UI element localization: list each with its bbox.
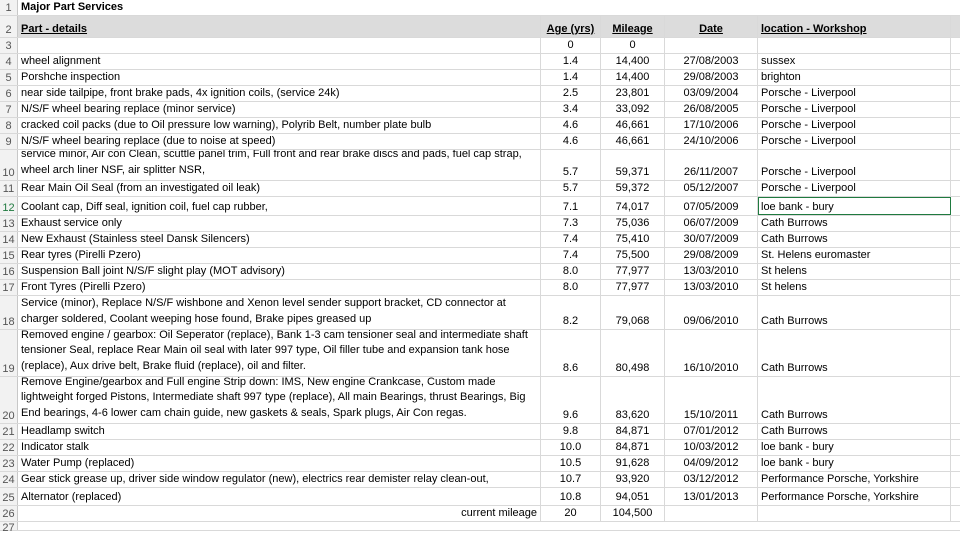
age-cell[interactable]: 7.1 bbox=[541, 197, 601, 215]
date-cell[interactable]: 05/12/2007 bbox=[665, 181, 758, 196]
date-cell[interactable]: 27/08/2003 bbox=[665, 54, 758, 69]
row-number[interactable]: 8 bbox=[0, 118, 18, 133]
age-cell[interactable]: 7.4 bbox=[541, 248, 601, 263]
location-cell[interactable]: Porsche - Liverpool bbox=[758, 181, 951, 196]
row-number[interactable]: 22 bbox=[0, 440, 18, 455]
row-number[interactable]: 23 bbox=[0, 456, 18, 471]
location-cell[interactable]: loe bank - bury bbox=[758, 197, 951, 215]
table-row bbox=[0, 232, 960, 248]
location-cell[interactable]: Porsche - Liverpool bbox=[758, 102, 951, 117]
header-part[interactable]: Part - details bbox=[18, 16, 541, 37]
age-cell[interactable]: 1.4 bbox=[541, 54, 601, 69]
sheet-row bbox=[0, 0, 960, 16]
row-number[interactable]: 12 bbox=[0, 197, 18, 215]
mileage-cell[interactable]: 46,661 bbox=[601, 118, 665, 133]
location-cell[interactable]: Cath Burrows bbox=[758, 330, 951, 376]
mileage-cell[interactable]: 77,977 bbox=[601, 280, 665, 295]
part-cell[interactable]: Front Tyres (Pirelli Pzero) bbox=[18, 280, 541, 295]
table-row bbox=[0, 488, 960, 506]
row-number[interactable]: 5 bbox=[0, 70, 18, 85]
part-cell[interactable]: Exhaust service only bbox=[18, 216, 541, 231]
location-cell[interactable]: St. Helens euromaster bbox=[758, 248, 951, 263]
row-number[interactable]: 10 bbox=[0, 150, 18, 180]
age-cell[interactable]: 3.4 bbox=[541, 102, 601, 117]
table-row bbox=[0, 264, 960, 280]
row-number[interactable]: 11 bbox=[0, 181, 18, 196]
part-cell[interactable]: Remove Engine/gearbox and Full engine Strip down: IMS, New engine Crankcase, Custom made lightweight forged Pistons, Intermediate shaft 997 type (replace), All main Bearings, thrust Bearings, Big End bearings, 4-6 lower cam chain guide, new gaskets & seals, Spark plugs, Air Con regas. bbox=[18, 377, 541, 423]
table-row bbox=[0, 472, 960, 488]
table-row bbox=[0, 377, 960, 424]
date-cell[interactable]: 03/12/2012 bbox=[665, 472, 758, 487]
table-row bbox=[0, 296, 960, 330]
location-cell[interactable]: Performance Porsche, Yorkshire bbox=[758, 472, 951, 487]
date-cell[interactable]: 24/10/2006 bbox=[665, 134, 758, 149]
age-cell[interactable]: 0 bbox=[541, 38, 601, 53]
date-cell[interactable]: 26/11/2007 bbox=[665, 150, 758, 180]
part-cell[interactable]: cracked coil packs (due to Oil pressure low warning), Polyrib Belt, number plate bulb bbox=[18, 118, 541, 133]
row-number[interactable]: 6 bbox=[0, 86, 18, 101]
row-number[interactable]: 15 bbox=[0, 248, 18, 263]
part-cell[interactable] bbox=[18, 38, 541, 53]
mileage-cell[interactable]: 93,920 bbox=[601, 472, 665, 487]
row-number[interactable]: 3 bbox=[0, 38, 18, 53]
current-mileage-label[interactable]: current mileage bbox=[18, 506, 541, 521]
age-cell[interactable]: 8.6 bbox=[541, 330, 601, 376]
age-cell[interactable]: 10.0 bbox=[541, 440, 601, 455]
age-cell[interactable]: 10.8 bbox=[541, 488, 601, 505]
mileage-cell[interactable]: 94,051 bbox=[601, 488, 665, 505]
location-cell[interactable]: St helens bbox=[758, 264, 951, 279]
part-cell[interactable]: Coolant cap, Diff seal, ignition coil, fuel cap rubber, bbox=[18, 197, 541, 215]
location-cell[interactable]: Cath Burrows bbox=[758, 296, 951, 329]
mileage-cell[interactable]: 59,372 bbox=[601, 181, 665, 196]
location-cell[interactable]: Cath Burrows bbox=[758, 216, 951, 231]
mileage-cell[interactable]: 80,498 bbox=[601, 330, 665, 376]
row-number[interactable]: 18 bbox=[0, 296, 18, 329]
date-cell[interactable] bbox=[665, 506, 758, 521]
sheet-row bbox=[0, 38, 960, 54]
row-number[interactable]: 1 bbox=[0, 0, 18, 15]
part-cell[interactable]: Alternator (replaced) bbox=[18, 488, 541, 505]
table-row bbox=[0, 440, 960, 456]
location-cell[interactable] bbox=[758, 506, 951, 521]
age-cell[interactable]: 8.0 bbox=[541, 280, 601, 295]
location-cell[interactable]: Cath Burrows bbox=[758, 424, 951, 439]
row-number[interactable]: 27 bbox=[0, 522, 18, 530]
part-cell[interactable]: wheel alignment bbox=[18, 54, 541, 69]
part-cell[interactable]: Removed engine / gearbox: Oil Seperator (replace), Bank 1-3 cam tensioner seal and intermediate shaft tensioner Seal, replace Rear Main oil seal with later 997 type, Oil filler tube and expansion tank hose (replace), Aux drive belt, Brake fluid (replace), oil and filter. bbox=[18, 330, 541, 376]
age-cell[interactable]: 4.6 bbox=[541, 118, 601, 133]
mileage-cell[interactable]: 0 bbox=[601, 38, 665, 53]
header-age[interactable]: Age (yrs) bbox=[541, 16, 601, 37]
row-number[interactable]: 13 bbox=[0, 216, 18, 231]
table-row bbox=[0, 134, 960, 150]
age-cell[interactable]: 5.7 bbox=[541, 150, 601, 180]
location-cell[interactable]: sussex bbox=[758, 54, 951, 69]
age-cell[interactable]: 10.5 bbox=[541, 456, 601, 471]
row-number[interactable]: 14 bbox=[0, 232, 18, 247]
part-cell[interactable]: Suspension Ball joint N/S/F slight play (MOT advisory) bbox=[18, 264, 541, 279]
mileage-cell[interactable]: 59,371 bbox=[601, 150, 665, 180]
age-cell[interactable]: 8.2 bbox=[541, 296, 601, 329]
location-cell[interactable]: loe bank - bury bbox=[758, 456, 951, 471]
location-cell[interactable] bbox=[758, 38, 951, 53]
age-cell[interactable]: 2.5 bbox=[541, 86, 601, 101]
date-cell[interactable]: 16/10/2010 bbox=[665, 330, 758, 376]
row-number[interactable]: 2 bbox=[0, 16, 18, 37]
mileage-cell[interactable]: 74,017 bbox=[601, 197, 665, 215]
part-cell[interactable]: Service (minor), Replace N/S/F wishbone and Xenon level sender support bracket, CD connector at charger soldered, Coolant weeping hose found, Brake pipes greased up bbox=[18, 296, 541, 329]
row-number[interactable]: 7 bbox=[0, 102, 18, 117]
location-cell[interactable]: Porsche - Liverpool bbox=[758, 134, 951, 149]
row-number[interactable]: 20 bbox=[0, 377, 18, 423]
mileage-cell[interactable]: 75,036 bbox=[601, 216, 665, 231]
part-cell[interactable]: N/S/F wheel bearing replace (due to noise at speed) bbox=[18, 134, 541, 149]
date-cell[interactable]: 10/03/2012 bbox=[665, 440, 758, 455]
date-cell[interactable]: 30/07/2009 bbox=[665, 232, 758, 247]
age-cell[interactable]: 8.0 bbox=[541, 264, 601, 279]
part-cell[interactable]: service minor, Air con Clean, scuttle panel trim, Full front and rear brake discs and pads, fuel cap strap, wheel arch liner NSF, air splitter NSR, bbox=[18, 150, 541, 180]
mileage-cell[interactable]: 91,628 bbox=[601, 456, 665, 471]
location-cell[interactable]: Cath Burrows bbox=[758, 232, 951, 247]
age-cell[interactable]: 9.8 bbox=[541, 424, 601, 439]
mileage-cell[interactable]: 23,801 bbox=[601, 86, 665, 101]
table-row bbox=[0, 54, 960, 70]
table-row bbox=[0, 424, 960, 440]
part-cell[interactable]: Water Pump (replaced) bbox=[18, 456, 541, 471]
sheet-title[interactable]: Major Part Services bbox=[21, 1, 124, 13]
part-cell[interactable]: New Exhaust (Stainless steel Dansk Silencers) bbox=[18, 232, 541, 247]
mileage-cell[interactable]: 46,661 bbox=[601, 134, 665, 149]
age-cell[interactable]: 10.7 bbox=[541, 472, 601, 487]
age-cell[interactable]: 4.6 bbox=[541, 134, 601, 149]
date-cell[interactable]: 06/07/2009 bbox=[665, 216, 758, 231]
date-cell[interactable]: 13/03/2010 bbox=[665, 280, 758, 295]
mileage-cell[interactable]: 33,092 bbox=[601, 102, 665, 117]
part-cell[interactable]: Indicator stalk bbox=[18, 440, 541, 455]
header-date[interactable]: Date bbox=[665, 16, 758, 37]
row-number[interactable]: 26 bbox=[0, 506, 18, 521]
sheet-row bbox=[0, 522, 960, 534]
part-cell[interactable]: Gear stick grease up, driver side window regulator (new), electrics rear demister relay clean-out, bbox=[18, 472, 541, 487]
age-cell[interactable]: 1.4 bbox=[541, 70, 601, 85]
table-row bbox=[0, 70, 960, 86]
date-cell[interactable]: 26/08/2005 bbox=[665, 102, 758, 117]
date-cell[interactable]: 13/01/2013 bbox=[665, 488, 758, 505]
date-cell[interactable]: 17/10/2006 bbox=[665, 118, 758, 133]
table-row bbox=[0, 197, 960, 216]
location-cell[interactable]: Porsche - Liverpool bbox=[758, 118, 951, 133]
current-age-cell[interactable]: 20 bbox=[541, 506, 601, 521]
date-cell[interactable]: 04/09/2012 bbox=[665, 456, 758, 471]
current-mileage-row bbox=[0, 506, 960, 522]
header-mileage[interactable]: Mileage bbox=[601, 16, 665, 37]
part-cell[interactable]: Rear tyres (Pirelli Pzero) bbox=[18, 248, 541, 263]
mileage-cell[interactable]: 14,400 bbox=[601, 54, 665, 69]
age-cell[interactable]: 7.4 bbox=[541, 232, 601, 247]
location-cell[interactable]: Cath Burrows bbox=[758, 377, 951, 423]
row-number[interactable]: 9 bbox=[0, 134, 18, 149]
table-row bbox=[0, 150, 960, 181]
date-cell[interactable]: 29/08/2009 bbox=[665, 248, 758, 263]
row-number[interactable]: 4 bbox=[0, 54, 18, 69]
table-row bbox=[0, 330, 960, 377]
mileage-cell[interactable]: 14,400 bbox=[601, 70, 665, 85]
age-cell[interactable]: 7.3 bbox=[541, 216, 601, 231]
table-row bbox=[0, 248, 960, 264]
header-location[interactable]: location - Workshop bbox=[758, 16, 951, 37]
mileage-cell[interactable]: 84,871 bbox=[601, 440, 665, 455]
location-cell[interactable]: Porsche - Liverpool bbox=[758, 150, 951, 180]
date-cell[interactable]: 03/09/2004 bbox=[665, 86, 758, 101]
location-cell[interactable]: Porsche - Liverpool bbox=[758, 86, 951, 101]
table-row bbox=[0, 181, 960, 197]
part-cell[interactable]: Porshche inspection bbox=[18, 70, 541, 85]
date-cell[interactable] bbox=[665, 38, 758, 53]
mileage-cell[interactable]: 79,068 bbox=[601, 296, 665, 329]
part-cell[interactable]: Headlamp switch bbox=[18, 424, 541, 439]
date-cell[interactable]: 29/08/2003 bbox=[665, 70, 758, 85]
table-row bbox=[0, 102, 960, 118]
table-row bbox=[0, 456, 960, 472]
age-cell[interactable]: 9.6 bbox=[541, 377, 601, 423]
location-cell[interactable]: Performance Porsche, Yorkshire bbox=[758, 488, 951, 505]
mileage-cell[interactable]: 75,410 bbox=[601, 232, 665, 247]
header-row bbox=[0, 16, 960, 38]
part-cell[interactable]: near side tailpipe, front brake pads, 4x ignition coils, (service 24k) bbox=[18, 86, 541, 101]
date-cell[interactable]: 09/06/2010 bbox=[665, 296, 758, 329]
table-row bbox=[0, 280, 960, 296]
mileage-cell[interactable]: 84,871 bbox=[601, 424, 665, 439]
mileage-cell[interactable]: 75,500 bbox=[601, 248, 665, 263]
date-cell[interactable]: 13/03/2010 bbox=[665, 264, 758, 279]
row-number[interactable]: 21 bbox=[0, 424, 18, 439]
part-cell[interactable]: Rear Main Oil Seal (from an investigated oil leak) bbox=[18, 181, 541, 196]
date-cell[interactable]: 07/05/2009 bbox=[665, 197, 758, 215]
row-number[interactable]: 17 bbox=[0, 280, 18, 295]
current-mileage-cell[interactable]: 104,500 bbox=[601, 506, 665, 521]
row-number[interactable]: 16 bbox=[0, 264, 18, 279]
age-cell[interactable]: 5.7 bbox=[541, 181, 601, 196]
date-cell[interactable]: 15/10/2011 bbox=[665, 377, 758, 423]
table-row bbox=[0, 118, 960, 134]
location-cell[interactable]: brighton bbox=[758, 70, 951, 85]
date-cell[interactable]: 07/01/2012 bbox=[665, 424, 758, 439]
mileage-cell[interactable]: 83,620 bbox=[601, 377, 665, 423]
part-cell[interactable]: N/S/F wheel bearing replace (minor service) bbox=[18, 102, 541, 117]
location-cell[interactable]: St helens bbox=[758, 280, 951, 295]
row-number[interactable]: 19 bbox=[0, 330, 18, 376]
table-row bbox=[0, 86, 960, 102]
mileage-cell[interactable]: 77,977 bbox=[601, 264, 665, 279]
row-number[interactable]: 25 bbox=[0, 488, 18, 505]
row-number[interactable]: 24 bbox=[0, 472, 18, 487]
table-row bbox=[0, 216, 960, 232]
location-cell[interactable]: loe bank - bury bbox=[758, 440, 951, 455]
